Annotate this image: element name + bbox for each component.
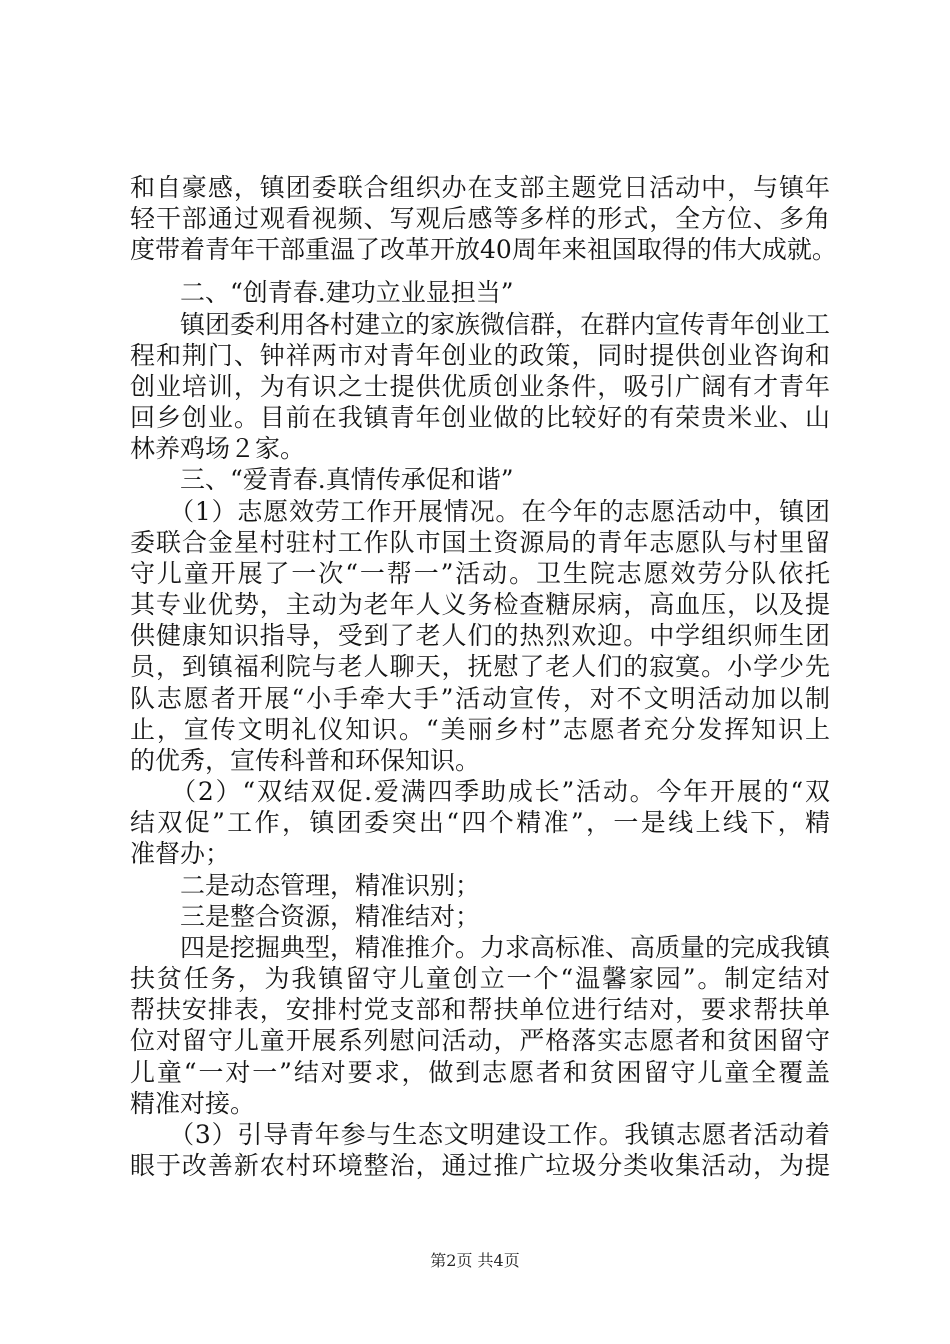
text-line: 儿童“一对一”结对要求，做到志愿者和贫困留守儿童全覆盖	[130, 1058, 830, 1087]
page-footer: 第2页 共4页	[430, 1251, 520, 1270]
text-line: （1）志愿效劳工作开展情况。在今年的志愿活动中，镇团	[130, 497, 830, 526]
text-line: 队志愿者开展“小手牵大手”活动宣传，对不文明活动加以制	[130, 684, 830, 713]
text-line: （2）“双结双促.爱满四季助成长”活动。今年开展的“双	[130, 777, 830, 806]
text-line: 二、“创青春.建功立业显担当”	[130, 278, 514, 307]
text-line: 位对留守儿童开展系列慰问活动，严格落实志愿者和贫困留守	[130, 1026, 830, 1055]
text-line: 准督办；	[130, 839, 231, 868]
text-line: 轻干部通过观看视频、写观后感等多样的形式，全方位、多角	[130, 204, 830, 233]
text-line: 止，宣传文明礼仪知识。“美丽乡村”志愿者充分发挥知识上	[130, 715, 830, 744]
text-line: 林养鸡场２家。	[130, 434, 306, 463]
text-line: 镇团委利用各村建立的家族微信群，在群内宣传青年创业工	[130, 310, 831, 339]
text-line: 和自豪感，镇团委联合组织办在支部主题党日活动中，与镇年	[130, 173, 830, 202]
text-line: 的优秀，宣传科普和环保知识。	[130, 746, 481, 775]
text-line: 眼于改善新农村环境整治，通过推广垃圾分类收集活动，为提	[130, 1151, 830, 1180]
text-line: 其专业优势，主动为老年人义务检查糖尿病，高血压，以及提	[130, 590, 830, 619]
text-line: 守儿童开展了一次“一帮一”活动。卫生院志愿效劳分队依托	[130, 559, 830, 588]
text-line: （3）引导青年参与生态文明建设工作。我镇志愿者活动着	[130, 1120, 830, 1149]
text-line: 供健康知识指导，受到了老人们的热烈欢迎。中学组织师生团	[130, 621, 830, 650]
text-line: 员，到镇福利院与老人聊天，抚慰了老人们的寂寞。小学少先	[130, 652, 830, 681]
text-line: 三是整合资源，精准结对；	[130, 902, 481, 931]
text-line: 扶贫任务，为我镇留守儿童创立一个“温馨家园”。制定结对	[130, 964, 830, 993]
text-line: 帮扶安排表，安排村党支部和帮扶单位进行结对，要求帮扶单	[130, 995, 830, 1024]
text-line: 四是挖掘典型，精准推介。力求高标准、高质量的完成我镇	[130, 933, 831, 962]
text-line: 度带着青年干部重温了改革开放40周年来祖国取得的伟大成就。	[130, 235, 837, 264]
text-line: 结双促”工作，镇团委突出“四个精准”，一是线上线下，精	[130, 808, 830, 837]
text-line: 精准对接。	[130, 1089, 256, 1118]
text-line: 回乡创业。目前在我镇青年创业做的比较好的有荣贵米业、山	[130, 403, 830, 432]
text-line: 创业培训，为有识之士提供优质创业条件，吸引广阔有才青年	[130, 372, 830, 401]
text-line: 三、“爱青春.真情传承促和谐”	[130, 465, 514, 494]
text-line: 委联合金星村驻村工作队市国土资源局的青年志愿队与村里留	[130, 528, 830, 557]
text-line: 程和荆门、钟祥两市对青年创业的政策，同时提供创业咨询和	[130, 341, 830, 370]
text-line: 二是动态管理，精准识别；	[130, 871, 481, 900]
